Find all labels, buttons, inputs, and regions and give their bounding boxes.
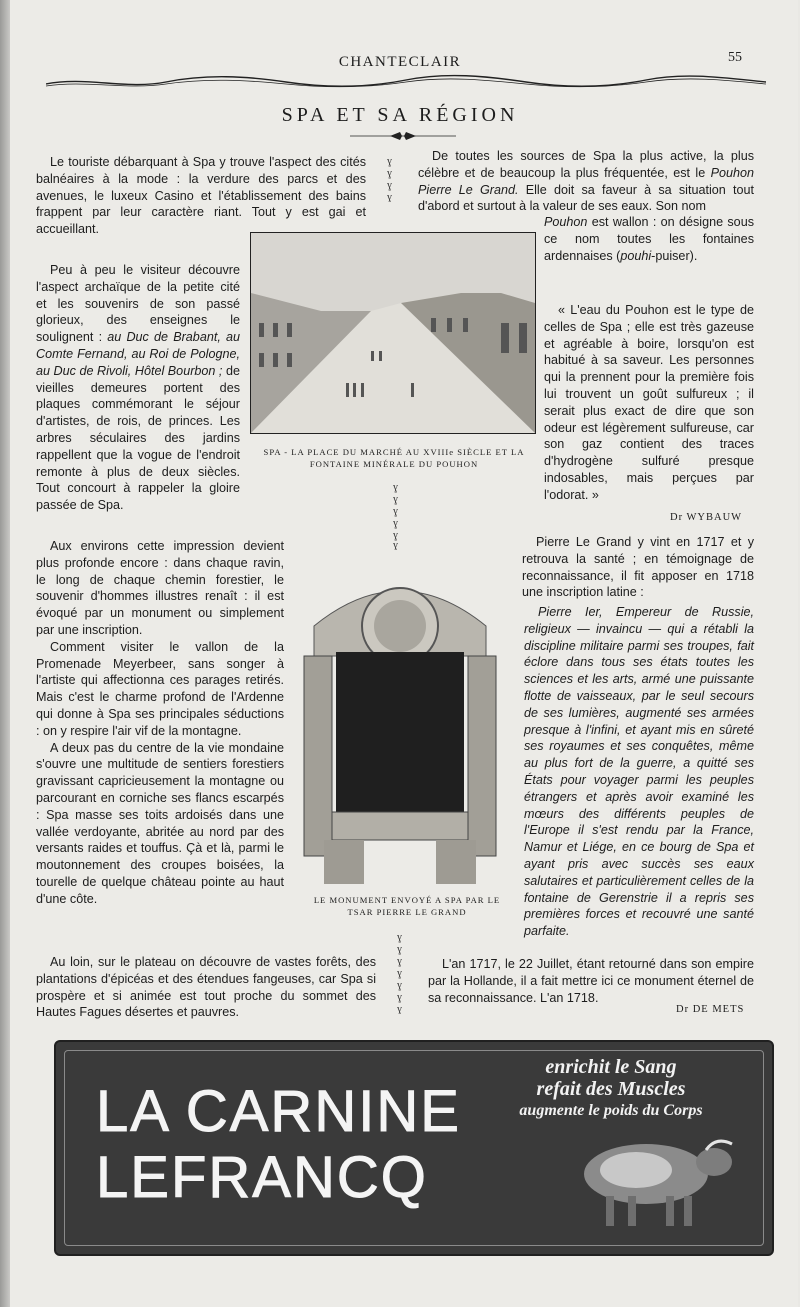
svg-text:ɣ: ɣ [397,932,402,943]
svg-text:ɣ: ɣ [393,540,398,550]
paragraph-plateau: Au loin, sur le plateau on découvre de vastes forêts, des plantations d'épicéas et des étendues fangeuses, car Spa si prospère et si animée est tout proche du sommet des Hautes Fagues désertes et pauvres. [36,955,376,1020]
column-divider-top [384,154,398,202]
running-header: CHANTECLAIR [338,54,462,70]
signature-de-mets: Dr DE METS [676,1004,745,1015]
paragraph-environs: Aux environs cette impression devient plus profonde encore : dans chaque ravin, le long de chaque chemin forestier, le souvenir d'hommes illustres renaît : il est évoqué par un monument ou simplement par une inscription. [36,539,284,637]
ad-tagline-muscles: refait des Muscles [536,1078,686,1100]
column-divider-middle [390,480,404,550]
paragraph-closing: L'an 1717, le 22 Juillet, étant retourné dans son empire par la Hollande, il a fait mettre ici ce monument éternel de sa reconnaissance. L'an 1718. [428,957,754,1005]
svg-text:ɣ: ɣ [393,518,398,529]
ad-ox-illustration [556,1124,746,1234]
right-column-peter [522,534,754,601]
ad-brand-line2: LEFRANCQ [96,1145,428,1210]
right-column-quote [544,302,754,504]
paragraph-meyerbeer: Comment visiter le vallon de la Promenade Meyerbeer, sans songer à l'artiste qui affectionna ces parages retirés. Mais c'est le charme profond de l'Ardenne qui donne à Spa ses principales séductions : on y respire l'air vif de la montagne. [36,639,284,738]
svg-text:ɣ: ɣ [387,168,392,179]
paragraph-wallon: Pouhon est wallon : on désigne sous ce nom toutes les fontaines ardennaises (pouhi-puiser). [544,215,754,263]
ad-brand-line1: LA CARNINE [96,1079,461,1144]
left-column-lower [36,538,284,908]
market-square-illustration [251,233,535,433]
svg-text:ɣ: ɣ [393,494,398,505]
svg-text:ɣ: ɣ [397,992,402,1003]
market-square-photo [250,232,536,434]
latin-inscription [524,604,754,940]
svg-text:ɣ: ɣ [397,1004,402,1014]
magazine-page [10,0,798,1307]
inscription-text: Pierre Ier, Empereur de Russie, religieux — invaincu — qui a rétabli la discipline militaire parmi ses troupes, fait éclore dans tous ses états toutes les sciences et les arts, armé une puissante flotte de vaisseaux, par le seul secours de ses lumières, augmenté ses armées presque à l'infini, et ayant mis en sûreté ses royaumes et ses conquêtes, même au plus fort de la guerre, a quitté ses États pour voyager parmi les peuples étrangers et après avoir examiné les mœurs des différents peuples de l'Europe il s'est rendu par la France, Namur et Liége, en ce bourg de Spa et ayant pris avec succès ses eaux salutaires et particulièrement celles de la fontaine de Gerenstrie il a repris ses premières forces et recouvré une santé parfaite. [524,605,754,939]
svg-text:ɣ: ɣ [387,156,392,167]
monument-illustration [294,566,506,888]
paragraph-forest: A deux pas du centre de la vie mondaine s'ouvre une multitude de sentiers forestiers gravissant capricieusement la montagne ou parcourant en corniche ses flancs escarpés : Spa masse ses toits ardoisés dans une vallée verdoyante, abritée au nord par des versants raides et touffus. Çà et là, parmi le moutonnement des croupes boisées, la tourelle de quelque château pointe au haut d'une côte. [36,740,284,906]
article-title: SPA ET SA RÉGION [281,104,519,126]
signature-wybauw: Dr WYBAUW [670,512,743,523]
paragraph-archaic: Peu à peu le visiteur découvre l'aspect archaïque de la petite cité et les souvenirs de son passé glorieux, des enseignes le soulignent : au Duc de Brabant, au Comte Fernand, au Roi de Pologne, au Duc de Rivoli, Hôtel Bourbon ; de vieilles demeures portent des plaques commémorant le séjour d'artistes, de rois, de princes. Les arbres séculaires des jardins rappellent que la vogue de l'endroit remonte à plus de deux siècles. Tout concourt à rappeler la gloire passée de Spa. [36,263,241,513]
ad-tagline-blood: enrichit le Sang [545,1056,677,1078]
monument-photo [294,566,506,888]
svg-text:ɣ: ɣ [397,980,402,991]
svg-text:ɣ: ɣ [397,956,402,967]
svg-text:ɣ: ɣ [397,944,402,955]
title-ornament [350,130,456,142]
ad-tagline-weight: augmente le poids du Corps [519,1102,703,1119]
quote-wybauw: « L'eau du Pouhon est le type de celles de Spa ; elle est très gazeuse et agréable à boire, lorsqu'on est habitué à sa saveur. Les personnes qui la prennent pour la première fois lui trouvent un goût sulfureux ; il serait plus exact de dire que son odeur est légèrement sulfureuse, car son gaz contient des traces d'hydrogène sulfuré presque indosables, mais perçues par l'odorat. » [544,303,754,502]
monument-caption: LE MONUMENT ENVOYÉ A SPA PAR LE TSAR PIERRE LE GRAND [313,895,501,917]
carnine-advertisement [54,1040,774,1256]
right-column-closing [428,956,754,1006]
svg-text:ɣ: ɣ [387,192,392,202]
column-divider-bottom [394,930,408,1014]
inn-names: au Duc de Brabant, au Comte Fernand, au Roi de Pologne, au Duc de Rivoli, Hôtel Bourbon ; [36,330,241,378]
page-number: 55 [728,50,742,65]
svg-text:ɣ: ɣ [393,530,398,541]
svg-text:ɣ: ɣ [387,180,392,191]
left-column-narrow [36,262,240,514]
svg-text:ɣ: ɣ [397,968,402,979]
header-wave-rule [46,72,766,92]
paragraph-pouhon: De toutes les sources de Spa la plus active, la plus célèbre et de beaucoup la plus fréquentée, est le Pouhon Pierre Le Grand. Elle doit sa faveur à sa situation tout d'abord et surtout à la valeur de ses eaux. Son nom [418,149,755,214]
svg-text:ɣ: ɣ [393,482,398,493]
paragraph-peter: Pierre Le Grand y vint en 1717 et y retrouva la santé ; en témoignage de reconnaissance, il fit apposer en 1718 une inscription latine : [522,535,754,600]
right-column-top [418,148,754,215]
market-photo-caption: SPA - LA PLACE DU MARCHÉ AU XVIIIe SIÈCLE ET LA FONTAINE MINÉRALE DU POUHON [263,447,525,469]
left-column-bottom [36,954,376,1021]
left-column-top [36,154,366,238]
svg-text:ɣ: ɣ [393,506,398,517]
right-column-beside-photo [544,214,754,264]
paragraph-intro: Le touriste débarquant à Spa y trouve l'aspect des cités balnéaires à la mode : la verdure des parcs et des avenues, le luxeux Casino et l'établissement des bains frappent par leur caractère riant. Tout y est gai et accueillant. [36,155,366,237]
